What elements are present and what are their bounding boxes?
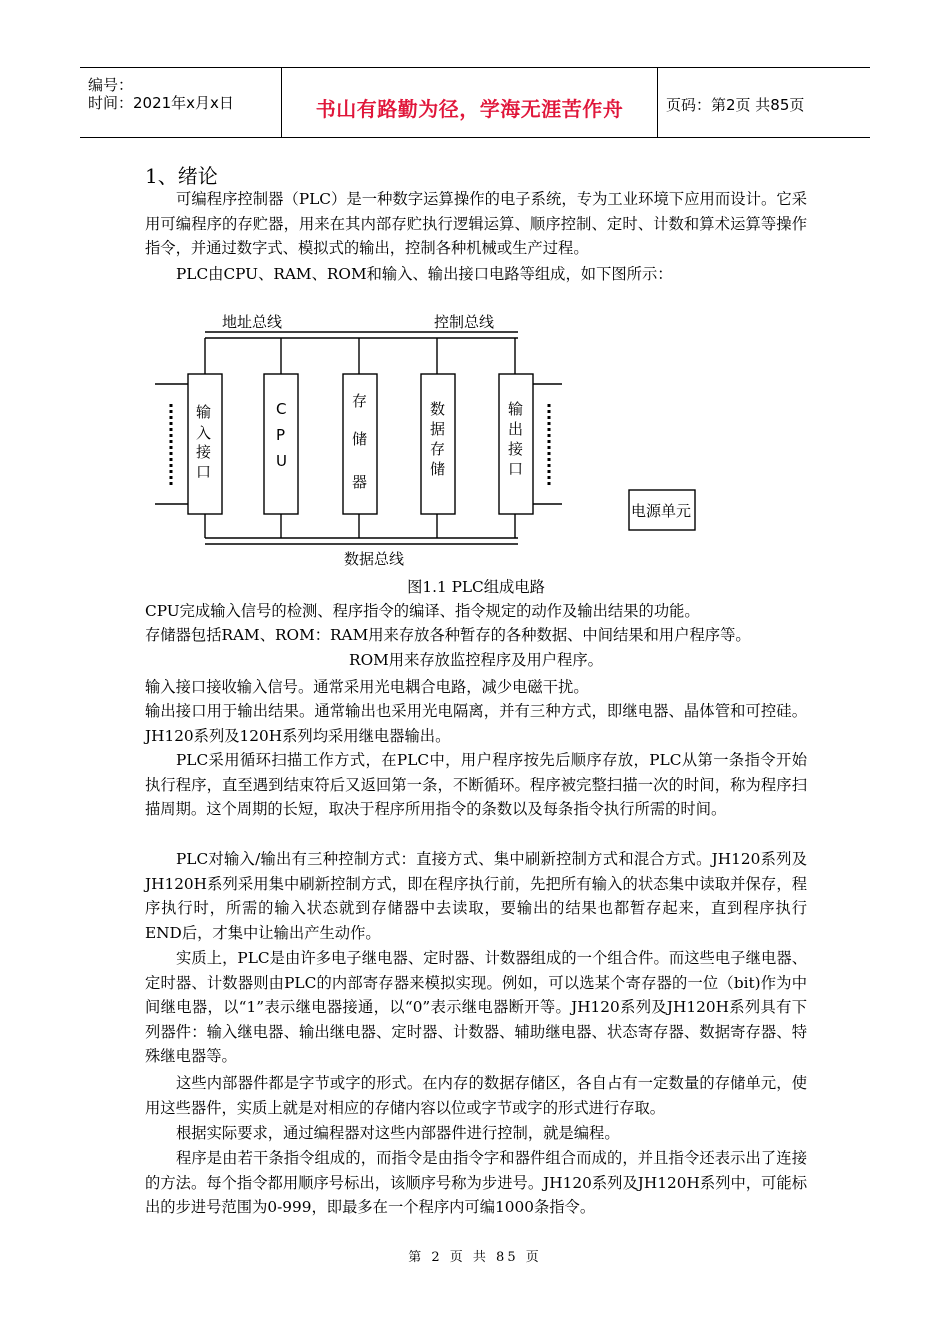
section-title: 1、绪论 <box>145 164 218 188</box>
output-terminals <box>533 384 562 504</box>
data-storage-char-3: 存 <box>430 440 446 458</box>
paragraph-intro: 可编程序控制器（PLC）是一种数字运算操作的电子系统，专为工业环境下应用而设计。它采用可编程序的存贮器，用来在其内部存贮执行逻辑运算、顺序控制、定时、计数和算术运算等操作指令，并通过数字式、模拟式的输出，控制各种机械或生产过程。 <box>145 190 807 257</box>
paragraph-devices: 实质上，PLC是由许多电子继电器、定时器、计数器组成的一个组合件。而这些电子继电器、定时器、计数器则由PLC的内部寄存器来模拟实现。例如，可以选某个寄存器的一位（bit)作为中间继电器，以“1”表示继电器接通，以“0”表示继电器断开等。JH120系列及JH120H系列具有下列器件：输入继电器、输出继电器、定时器、计数器、辅助继电器、状态寄存器、数据寄存器、特殊继电器等。 <box>145 949 807 1065</box>
input-char-1: 输 <box>196 403 212 421</box>
doc-code-label: 编号： <box>88 76 134 94</box>
data-bus-label: 数据总线 <box>344 550 405 568</box>
output-char-2: 出 <box>508 420 524 438</box>
paragraph-output: 输出接口用于输出结果。通常输出也采用光电隔离，并有三种方式，即继电器、晶体管和可控硅。JH120系列及120H系列均采用继电器输出。 <box>145 702 807 745</box>
cpu-char-3: U <box>276 452 287 470</box>
header-motto: 书山有路勤为径，学海无涯苦作舟 <box>315 97 624 121</box>
paragraph-input: 输入接口接收输入信号。通常采用光电耦合电路，减少电磁干扰。 <box>145 678 589 696</box>
paragraph-instructions: 程序是由若干条指令组成的，而指令是由指令字和器件组合而成的，并且指令还表示出了连接的方法。每个指令都用顺序号标出，该顺序号称为步进号。JH120系列及JH120H系列中，可能标出的步进号范围为0-999，即最多在一个程序内可编1000条指令。 <box>145 1149 807 1216</box>
header-page-cell <box>658 68 870 137</box>
paragraph-io-modes: PLC对输入/输出有三种控制方式：直接方式、集中刷新控制方式和混合方式。JH120系列及JH120H系列采用集中刷新控制方式，即在程序执行前，先把所有输入的状态集中读取并保存，程序执行时，所需的输入状态就到存储器中去读取，要输出的结果也都暂存起来，直到程序执行END后，才集中让输出产生动作。 <box>145 850 807 942</box>
data-storage-char-2: 据 <box>430 420 446 438</box>
address-bus-label: 地址总线 <box>222 313 283 331</box>
data-storage-char-1: 数 <box>430 400 446 418</box>
control-bus-label: 控制总线 <box>434 313 495 331</box>
header-motto-cell <box>282 68 658 137</box>
output-char-3: 接 <box>508 440 524 458</box>
input-terminals <box>155 384 188 504</box>
input-char-3: 接 <box>196 443 212 461</box>
paragraph-storage: 这些内部器件都是字节或字的形式。在内存的数据存储区，各自占有一定数量的存储单元，使用这些器件，实质上就是对相应的存储内容以位或字节或字的形式进行存取。 <box>145 1074 807 1117</box>
header-left-cell <box>80 68 282 137</box>
paragraph-scan: PLC采用循环扫描工作方式，在PLC中，用户程序按先后顺序存放，PLC从第一条指令开始执行程序，直至遇到结束符后又返回第一条，不断循环。程序被完整扫描一次的时间，称为程序扫描周期。这个周期的长短，取决于程序所用指令的条数以及每条指令执行所需的时间。 <box>145 751 807 818</box>
output-char-1: 输 <box>508 400 524 418</box>
data-storage-char-4: 储 <box>430 460 446 478</box>
page-footer: 第 2 页 共 85 页 <box>408 1250 542 1265</box>
paragraph-cpu: CPU完成输入信号的检测、程序指令的编译、指令规定的动作及输出结果的功能。 <box>145 602 700 620</box>
doc-date: 时间：2021年x月x日 <box>88 94 234 112</box>
page-header <box>80 67 870 138</box>
paragraph-memory: 存储器包括RAM、ROM：RAM用来存放各种暂存的各种数据、中间结果和用户程序等。 <box>145 626 751 644</box>
power-unit-label: 电源单元 <box>631 502 692 520</box>
memory-char-1: 存 <box>352 392 368 410</box>
memory-char-3: 器 <box>352 473 368 491</box>
paragraph-rom: ROM用来存放监控程序及用户程序。 <box>349 651 603 669</box>
paragraph-composition: PLC由CPU、RAM、ROM和输入、输出接口电路等组成，如下图所示： <box>176 265 673 283</box>
input-char-4: 口 <box>196 463 212 481</box>
output-char-4: 口 <box>508 460 524 478</box>
cpu-char-2: P <box>276 426 286 444</box>
figure-caption: 图1.1 PLC组成电路 <box>407 578 545 596</box>
paragraph-programming: 根据实际要求，通过编程器对这些内部器件进行控制，就是编程。 <box>176 1124 620 1142</box>
header-page-info: 页码：第2页 共85页 <box>666 96 805 114</box>
block-cpu <box>264 374 298 514</box>
memory-char-2: 储 <box>352 430 368 448</box>
plc-diagram <box>150 300 710 572</box>
input-char-2: 入 <box>196 424 212 442</box>
cpu-char-1: C <box>276 400 287 418</box>
